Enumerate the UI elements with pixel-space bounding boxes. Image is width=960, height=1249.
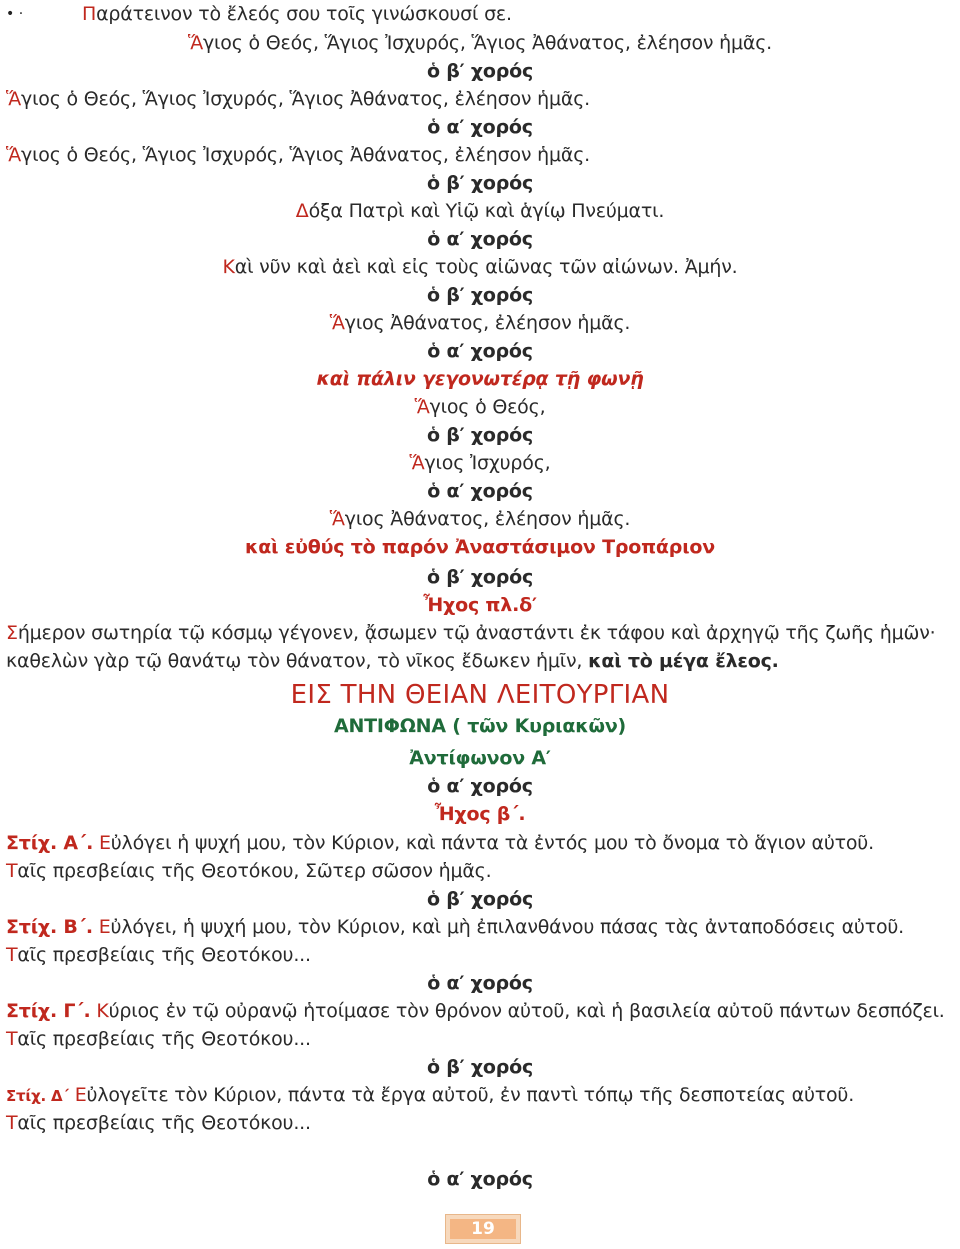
refrain-line — [0, 1109, 960, 1137]
bullet-marker: • · — [6, 6, 24, 22]
choir-label: ὁ α′ χορός — [427, 972, 533, 994]
initial-letter: Ἅ — [329, 508, 345, 530]
choir-label: ὁ β′ χορός — [426, 424, 534, 446]
initial-letter: Ἅ — [187, 32, 204, 54]
verse-line-15 — [0, 393, 960, 421]
initial-letter: Τ — [6, 1112, 18, 1134]
initial-letter: Τ — [6, 860, 18, 882]
stichos-line-3 — [0, 997, 960, 1025]
initial-letter: Ε — [93, 832, 111, 854]
verse-text: ήμερον σωτηρία τῷ κόσμῳ γέγονεν, ᾄσωμεν τῷ ἀναστάντι ἐκ τάφου καὶ ἀρχηγῷ τῆς ζωῆς ἡμῶν· — [17, 622, 936, 644]
refrain-line — [0, 1025, 960, 1053]
refrain-line — [0, 857, 960, 885]
stichos-label: Στίχ. Δ΄ — [6, 1087, 69, 1105]
verse-line-2 — [0, 29, 960, 57]
verse-text: καθελὼν γὰρ τῷ θανάτῳ τὸν θάνατον, τὸ νῖκος ἔδωκεν ἡμῖν, — [6, 650, 589, 672]
choir-label: ὁ β′ χορός — [426, 284, 534, 306]
initial-letter: Σ — [6, 622, 18, 644]
stichos-label: Στίχ. Γ΄. — [6, 1000, 91, 1022]
verse-line-1 — [0, 0, 960, 28]
choir-label: ὁ α′ χορός — [427, 480, 533, 502]
initial-letter: Ε — [92, 916, 111, 938]
initial-letter: Ἅ — [414, 396, 430, 418]
verse-line-6 — [0, 141, 960, 169]
initial-letter: Τ — [6, 1028, 18, 1050]
verse-line-17 — [0, 449, 960, 477]
verse-text: γιος Ἰσχυρός, — [424, 452, 551, 474]
choir-label: ὁ α′ χορός — [427, 340, 533, 362]
verse-text: γιος ὁ Θεός, Ἅγιος Ἰσχυρός, Ἅγιος Ἀθάνατος, ἐλέησον ἡμᾶς. — [21, 144, 591, 166]
verse-text: όξα Πατρὶ καὶ Υἱῷ καὶ ἁγίῳ Πνεύματι. — [308, 200, 665, 222]
troparion-line-2 — [0, 647, 960, 675]
initial-letter: Ἅ — [6, 88, 22, 110]
verse-line-12 — [0, 309, 960, 337]
verse-text: αῖς πρεσβείαις τῆς Θεοτόκου... — [17, 1028, 311, 1050]
verse-line-8 — [0, 197, 960, 225]
verse-text: γιος ὁ Θεός, Ἅγιος Ἰσχυρός, Ἅγιος Ἀθάνατος, ἐλέησον ἡμᾶς. — [21, 88, 591, 110]
stichos-label: Στίχ. Α΄. — [6, 832, 94, 854]
verse-text: αῖς πρεσβείαις τῆς Θεοτόκου, Σῶτερ σῶσον ἡμᾶς. — [17, 860, 492, 882]
choir-label: ὁ β′ χορός — [426, 888, 534, 910]
initial-letter: Κ — [90, 1000, 109, 1022]
verse-text: αῖς πρεσβείαις τῆς Θεοτόκου... — [17, 944, 311, 966]
initial-letter: Δ — [295, 200, 309, 222]
verse-text: ὐλόγει ἡ ψυχή μου, τὸν Κύριον, καὶ πάντα τὰ ἐντός μου τὸ ὄνομα τὸ ἅγιον αὐτοῦ. — [110, 832, 874, 854]
stichos-line-2 — [0, 913, 960, 941]
choir-label: ὁ α′ χορός — [427, 228, 533, 250]
choir-label: ὁ α′ χορός — [427, 116, 533, 138]
initial-letter: Ε — [68, 1084, 87, 1106]
initial-letter: Κ — [222, 256, 235, 278]
verse-text-bold: καὶ τὸ μέγα ἔλεος. — [588, 650, 779, 672]
choir-label: ὁ α′ χορός — [427, 775, 533, 797]
verse-text: γιος Ἀθάνατος, ἐλέησον ἡμᾶς. — [344, 508, 631, 530]
verse-text: ὐλογεῖτε τὸν Κύριον, πάντα τὰ ἔργα αὐτοῦ, ἐν παντὶ τόπῳ τῆς δεσποτείας αὐτοῦ. — [86, 1084, 855, 1106]
initial-letter: Π — [82, 3, 97, 25]
refrain-line — [0, 941, 960, 969]
verse-text: αὶ νῦν καὶ ἀεὶ καὶ εἰς τοὺς αἰῶνας τῶν αἰώνων. Ἀμήν. — [234, 256, 738, 278]
verse-text: ύριος ἐν τῷ οὐρανῷ ἡτοίμασε τὸν θρόνον αὐτοῦ, καὶ ἡ βασιλεία αὐτοῦ πάντων δεσπόζει. — [108, 1000, 945, 1022]
page-number: 19 — [471, 1219, 495, 1239]
initial-letter: Ἅ — [409, 452, 425, 474]
rubric-instruction: καὶ πάλιν γεγονωτέρᾳ τῇ φωνῇ — [316, 368, 644, 390]
choir-label: ὁ β′ χορός — [426, 172, 534, 194]
verse-text: ὐλόγει, ἡ ψυχή μου, τὸν Κύριον, καὶ μὴ ἐπιλανθάνου πάσας τὰς ἀνταποδόσεις αὐτοῦ. — [110, 916, 904, 938]
tone-label: Ἦχος πλ.δ′ — [423, 594, 537, 616]
verse-text: γιος Ἀθάνατος, ἐλέησον ἡμᾶς. — [344, 312, 631, 334]
choir-label: ὁ α′ χορός — [427, 1168, 533, 1190]
initial-letter: Ἅ — [329, 312, 345, 334]
choir-label: ὁ β′ χορός — [426, 566, 534, 588]
antiphon-heading: ΑΝΤΙΦΩΝΑ ( τῶν Κυριακῶν) — [333, 715, 627, 737]
page-number-badge — [445, 1214, 521, 1244]
tone-label: Ἦχος β΄. — [434, 803, 526, 825]
verse-line-10 — [0, 253, 960, 281]
choir-label: ὁ β′ χορός — [426, 1056, 534, 1078]
initial-letter: Ἅ — [6, 144, 22, 166]
initial-letter: Τ — [6, 944, 18, 966]
rubric-troparion: καὶ εὐθύς τὸ παρόν Ἀναστάσιμον Τροπάριον — [245, 536, 715, 558]
choir-label: ὁ β′ χορός — [426, 60, 534, 82]
stichos-label: Στίχ. Β΄. — [6, 916, 93, 938]
troparion-line-1 — [0, 619, 960, 647]
verse-line-4 — [0, 85, 960, 113]
antiphon-subheading: Ἀντίφωνον Α′ — [409, 747, 551, 769]
verse-text: αῖς πρεσβείαις τῆς Θεοτόκου... — [17, 1112, 311, 1134]
verse-line-19 — [0, 505, 960, 533]
verse-text: αράτεινον τὸ ἔλεός σου τοῖς γινώσκουσί σε. — [96, 3, 512, 25]
verse-text: γιος ὁ Θεός, — [429, 396, 546, 418]
stichos-line-4 — [0, 1081, 960, 1109]
stichos-line-1 — [0, 829, 960, 857]
verse-text: γιος ὁ Θεός, Ἅγιος Ἰσχυρός, Ἅγιος Ἀθάνατος, ἐλέησον ἡμᾶς. — [203, 32, 772, 54]
section-title: ΕΙΣ ΤΗΝ ΘΕΙΑΝ ΛΕΙΤΟΥΡΓΙΑΝ — [290, 680, 670, 710]
